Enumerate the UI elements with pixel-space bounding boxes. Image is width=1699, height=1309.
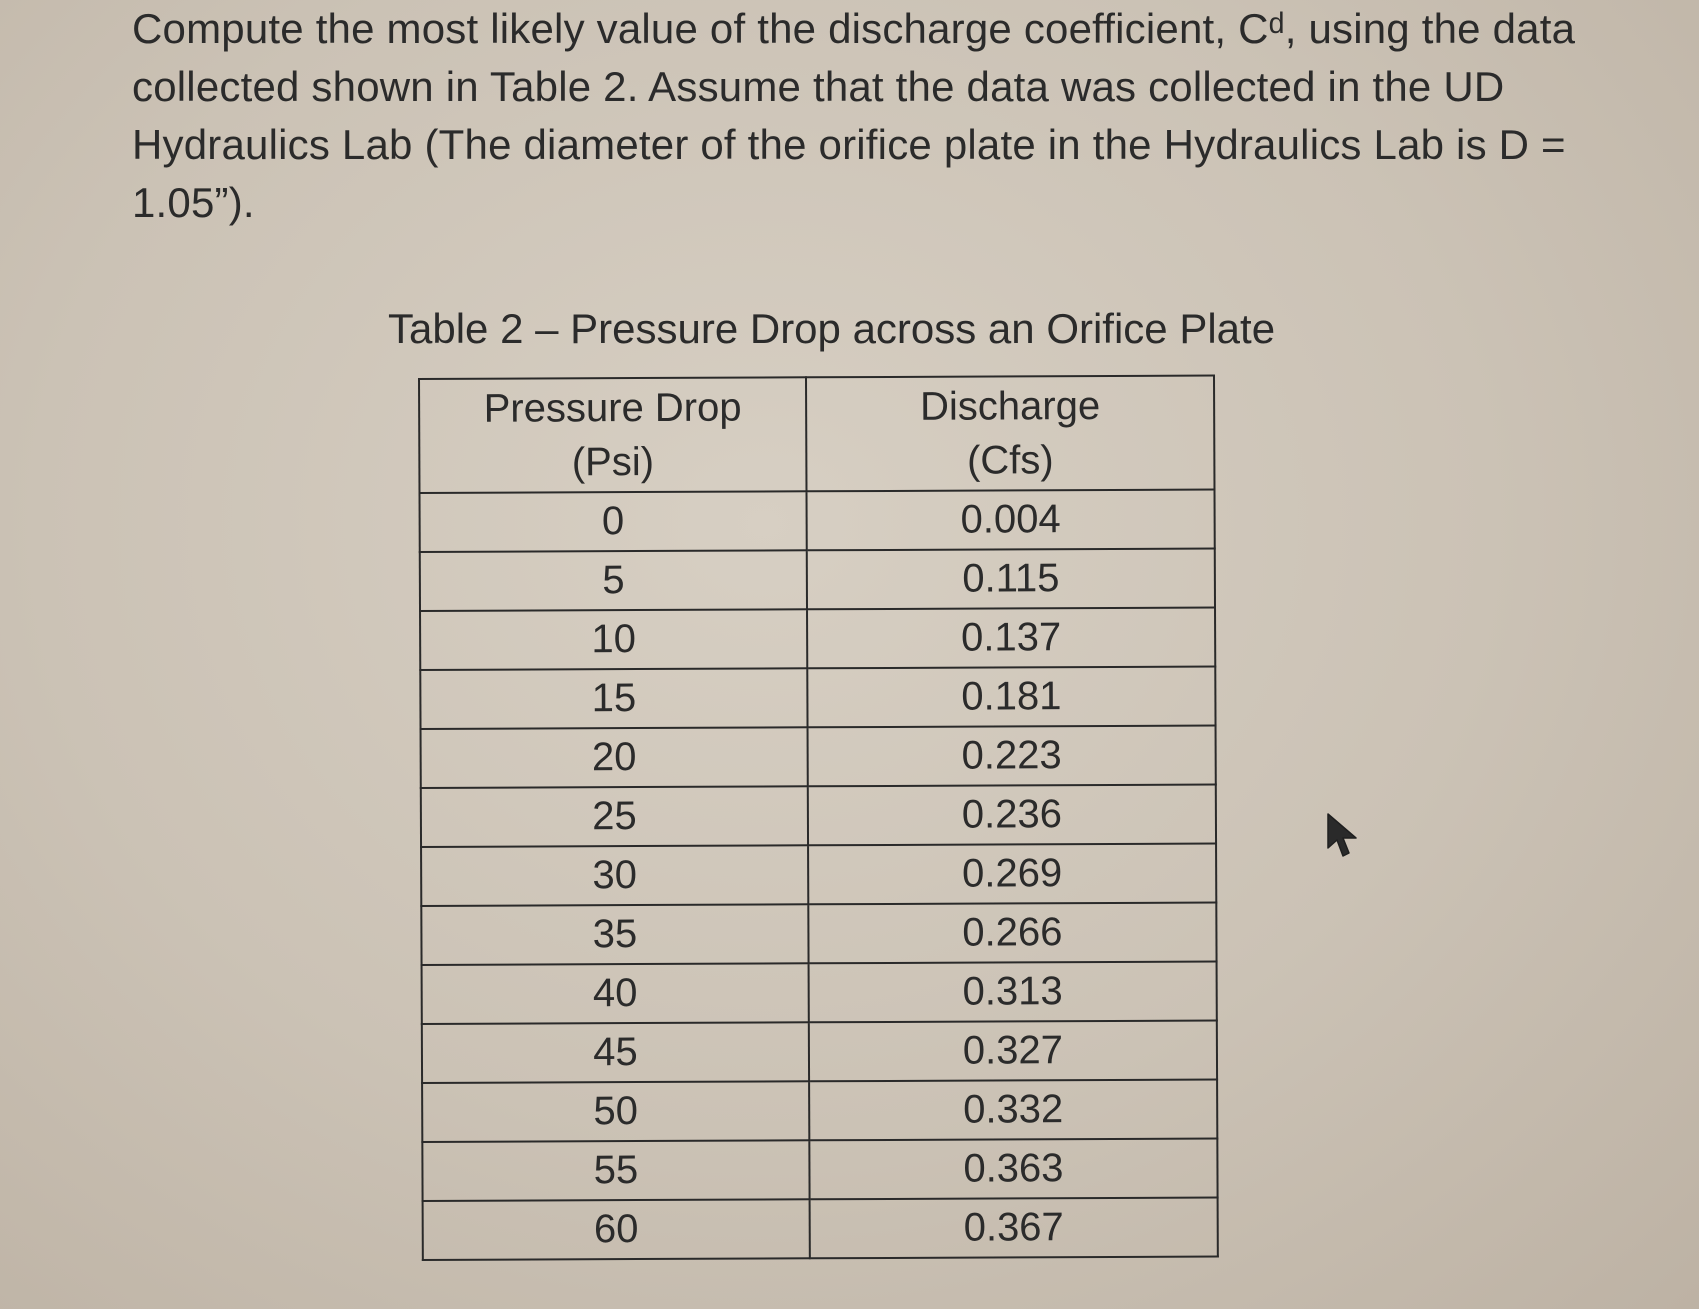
pressure-cell: 15 <box>420 668 807 729</box>
discharge-cell: 0.236 <box>808 785 1216 846</box>
problem-line-3: Hydraulics Lab (The diameter of the orifice plate in the Hydraulics Lab is D = <box>132 121 1566 168</box>
discharge-cell: 0.269 <box>808 844 1216 905</box>
table-row <box>421 785 1216 847</box>
discharge-cell: 0.223 <box>808 726 1216 787</box>
table-row <box>420 549 1215 611</box>
table-caption: Table 2 – Pressure Drop across an Orifice Plate <box>388 305 1276 352</box>
table-row <box>420 490 1215 552</box>
discharge-cell: 0.327 <box>809 1021 1217 1082</box>
table-row <box>421 903 1216 965</box>
header-discharge <box>806 376 1214 492</box>
problem-statement <box>132 0 1592 232</box>
problem-line-2: collected shown in Table 2. Assume that the data was collected in the UD <box>132 63 1505 110</box>
pressure-cell: 40 <box>422 963 809 1024</box>
problem-line-1: Compute the most likely value of the discharge coefficient, Cᵈ, using the data <box>132 5 1576 52</box>
table-row <box>422 1139 1217 1201</box>
pressure-cell: 50 <box>422 1081 809 1142</box>
header-discharge-label: Discharge <box>919 384 1101 429</box>
pressure-cell: 35 <box>421 904 808 965</box>
table-body <box>420 490 1218 1260</box>
discharge-cell: 0.137 <box>807 608 1215 669</box>
discharge-cell: 0.367 <box>810 1198 1218 1259</box>
problem-line-4: 1.05”). <box>132 179 255 226</box>
table-row <box>422 1021 1217 1083</box>
discharge-cell: 0.004 <box>806 490 1214 551</box>
mouse-pointer-icon <box>1326 812 1360 860</box>
discharge-cell: 0.115 <box>807 549 1215 610</box>
pressure-cell: 45 <box>422 1022 809 1083</box>
table-row <box>423 1198 1218 1260</box>
pressure-cell: 10 <box>420 609 807 670</box>
pressure-cell: 60 <box>423 1199 810 1260</box>
pressure-cell: 0 <box>420 491 807 552</box>
pressure-cell: 20 <box>421 727 808 788</box>
pressure-cell: 55 <box>422 1140 809 1201</box>
header-pressure-drop-unit: (Psi) <box>571 439 655 485</box>
table-header-row <box>419 376 1214 493</box>
table-row <box>422 1080 1217 1142</box>
discharge-cell: 0.266 <box>808 903 1216 964</box>
discharge-cell: 0.313 <box>809 962 1217 1023</box>
pressure-cell: 30 <box>421 845 808 906</box>
pressure-cell: 5 <box>420 550 807 611</box>
header-discharge-unit: (Cfs) <box>966 438 1054 483</box>
discharge-cell: 0.363 <box>809 1139 1217 1200</box>
pressure-cell: 25 <box>421 786 808 847</box>
discharge-cell: 0.181 <box>807 667 1215 728</box>
header-pressure-drop <box>419 377 806 493</box>
table-row <box>421 844 1216 906</box>
table-row <box>420 608 1215 670</box>
pressure-discharge-table <box>418 375 1219 1261</box>
discharge-cell: 0.332 <box>809 1080 1217 1141</box>
table-row <box>422 962 1217 1024</box>
header-pressure-drop-label: Pressure Drop <box>483 385 742 431</box>
table-row <box>420 667 1215 729</box>
table-row <box>421 726 1216 788</box>
